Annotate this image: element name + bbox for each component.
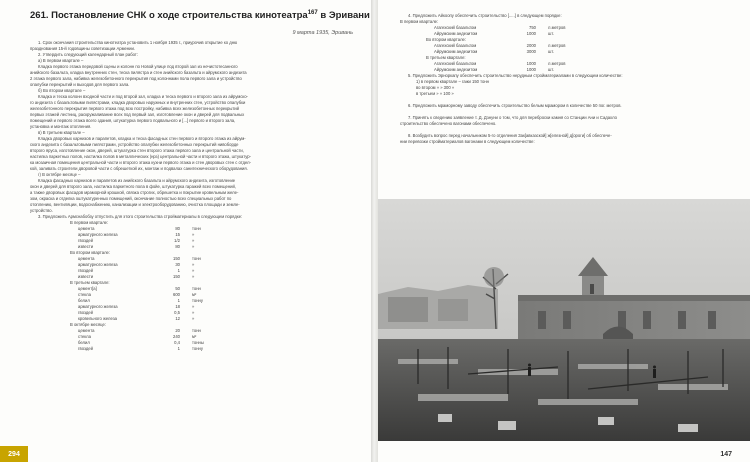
body-line: во втором » » 300 » bbox=[416, 85, 455, 90]
body-line: а также дворовых фасадов мраморной крошкой, связка строгих, обрешетка и покрытие кровельным желе- bbox=[30, 190, 239, 195]
body-line: помещений и первого этажа всего здания, штукатурка первого подвального и [...] первого и второго зала, bbox=[30, 118, 236, 123]
material-quantity: 1/2 bbox=[174, 238, 180, 243]
right-page bbox=[378, 0, 750, 462]
material-name: В октябре месяце: bbox=[70, 322, 106, 327]
material-name: Агагехский базальтом bbox=[434, 25, 477, 30]
page-number-left: 294 bbox=[0, 446, 28, 462]
material-unit: » bbox=[192, 274, 195, 279]
material-quantity: 1000 bbox=[526, 31, 536, 36]
material-unit: л.метров bbox=[548, 25, 566, 30]
body-line: отоплению, вентиляции, водоснабжению, канализации и электрооборудованию, очистка площади и земле- bbox=[30, 202, 240, 207]
material-unit: тонн bbox=[192, 328, 201, 333]
material-quantity: 12 bbox=[175, 316, 180, 321]
body-line: нии перевозки стройматериалов вагонами в следующем количестве: bbox=[400, 139, 535, 144]
body-line: 2. Утвердить следующий календарный план работ: bbox=[38, 52, 138, 57]
body-line: б) Во втором квартале – bbox=[38, 88, 86, 93]
materials-table-right bbox=[426, 25, 578, 73]
body-line: 3. Предложить Армснабобзу отпустить для этого строительства стройматериалы в следующем порядке: bbox=[38, 214, 243, 219]
material-name: гвоздей bbox=[78, 310, 93, 315]
material-quantity: 50 bbox=[175, 286, 180, 291]
material-unit: » bbox=[192, 262, 195, 267]
material-name: Агагехский базальтом bbox=[434, 43, 477, 48]
body-line: В первом квартале: bbox=[400, 19, 439, 24]
material-name: Айрумским андезитом bbox=[434, 31, 478, 36]
material-quantity: 600 bbox=[173, 292, 180, 297]
material-name: стекла bbox=[78, 292, 91, 297]
material-quantity: 1 bbox=[177, 346, 180, 351]
body-line: 5. Предложить Эрноркапу обеспечить строительство нерудным стройматериалами в следующем количестве: bbox=[408, 73, 623, 78]
body-line: опалубки перекрытий и выходов для первого зала. bbox=[30, 82, 130, 87]
material-name: цемента bbox=[78, 328, 95, 333]
material-unit: шт. bbox=[548, 67, 554, 72]
right-top-text bbox=[400, 13, 730, 25]
body-line: ского андезита с базальтовыми пилястрами, устройство опалубки железобетонных перекрытий нивоборде bbox=[30, 142, 239, 147]
material-quantity: 1000 bbox=[526, 67, 536, 72]
material-name: гвоздей bbox=[78, 238, 93, 243]
material-quantity: 150 bbox=[173, 256, 180, 261]
left-body-text bbox=[30, 40, 352, 220]
material-unit: » bbox=[192, 238, 195, 243]
body-line: 1. Срок окончания строительства кинотеатра установить 1 ноября 1935 г., приурочив открытие ко дню bbox=[38, 40, 238, 45]
material-name: Агагехский базальтом bbox=[434, 61, 477, 66]
page-number-right: 147 bbox=[720, 451, 732, 458]
material-quantity: 20 bbox=[175, 328, 180, 333]
material-name: арматурного железа bbox=[78, 262, 118, 267]
body-line: первых этажей лестниц, раскружаливание всех под первый зал, изготовление окон и дверей для подвальных bbox=[30, 112, 245, 117]
material-quantity: 30 bbox=[175, 262, 180, 267]
material-unit: » bbox=[192, 304, 195, 309]
material-unit: » bbox=[192, 316, 195, 321]
body-line: 6. Предложить мраморному заводу обеспечить строительство белым мрамором в количестве 50 пог. метров. bbox=[408, 103, 622, 108]
material-name: белил bbox=[78, 340, 90, 345]
body-line: Кладка первого этажа передовой сцены и колонн по Новой улице под второй зал из нечистотесанного bbox=[38, 64, 238, 69]
material-quantity: 750 bbox=[529, 25, 536, 30]
material-name: гвоздей bbox=[78, 268, 93, 273]
material-name: В третьем квартале: bbox=[426, 55, 466, 60]
body-line: кой, заливать строители дворовой части с обрешеткой их, монтаж и подвалах санитехнического оборудования. bbox=[30, 166, 248, 171]
material-name: Во втором квартале: bbox=[426, 37, 467, 42]
body-line: 8. Возбудить вопрос перед начальником 5-го отделения Зак[авказской] ж[елезной] д[ороги] об обеспече- bbox=[408, 133, 612, 138]
body-line: 1) в первом квартале – гажи 150 тонн bbox=[416, 79, 489, 84]
material-name: белил bbox=[78, 298, 90, 303]
material-unit: л.метров bbox=[548, 43, 566, 48]
body-line: в) В третьем квартале – bbox=[38, 130, 85, 135]
body-line: строительство обеспечено вагонами обеспечено. bbox=[400, 121, 497, 126]
right-mid-text bbox=[400, 73, 730, 145]
body-line: окон и дверей для второго зала, настилка паркетного пола в фойе, штукатурка гаражей всех помещений, bbox=[30, 184, 236, 189]
material-name: арматурного железа bbox=[78, 304, 118, 309]
body-line: а) В первом квартале – bbox=[38, 58, 84, 63]
material-unit: шт. bbox=[548, 49, 554, 54]
material-quantity: 150 bbox=[173, 274, 180, 279]
left-page bbox=[0, 0, 371, 462]
material-unit: м² bbox=[192, 292, 197, 297]
body-line: в третьем » » 100 » bbox=[416, 91, 454, 96]
body-line: настилка паркетных полов, настилка полов в металлических (нрз) центральной части и второго этажа, штукатур- bbox=[30, 154, 251, 159]
material-quantity: 1000 bbox=[526, 61, 536, 66]
material-unit: » bbox=[192, 232, 195, 237]
table-row bbox=[70, 346, 222, 352]
material-name: кровельного железа bbox=[78, 316, 117, 321]
material-unit: тонн bbox=[192, 286, 201, 291]
body-line: 7. Принять к сведению заявление т. Д. Дзнуни о том, что для переброски камня со Станции Ани и Садахло bbox=[408, 115, 617, 120]
body-line: 4. Предложить Айкоопу обеспечить строительство [.....] в следующем порядке: bbox=[408, 13, 562, 18]
body-line: второго яруса, изготовление окон, дверей, штукатурка стен второго этажа первого зала и центральной части, bbox=[30, 148, 244, 153]
body-line: Кладка и теска колонн входной части и под второй зал, кладка и теска первого и второго зала из айрумско- bbox=[38, 94, 248, 99]
material-name: стекла bbox=[78, 334, 91, 339]
material-name: извести bbox=[78, 244, 94, 249]
body-line: зом, окраска и отделка оштукатуренных помещений, окончание полностью всех специальных работ по bbox=[30, 196, 232, 201]
body-line: г) В октябре месяце – bbox=[38, 172, 81, 177]
body-line: празднования 15-й годовщины советизации Армении. bbox=[30, 46, 135, 51]
material-name: цемента bbox=[78, 256, 95, 261]
material-quantity: 18 bbox=[175, 304, 180, 309]
material-name: Айрумским андезитом bbox=[434, 67, 478, 72]
body-line: 2 этажа первого зала, набивка железобетонного перекрытия под колоннами пола первого зала и устройство bbox=[30, 76, 242, 81]
material-name: В первом квартале: bbox=[70, 220, 109, 225]
material-name: гвоздей bbox=[78, 346, 93, 351]
body-line: Кладка дворовых карнизов и парапетов, кладка и теска фасадных стен первого и второго этажа из айрум- bbox=[38, 136, 246, 141]
materials-table-left bbox=[70, 220, 222, 352]
material-unit: » bbox=[192, 268, 195, 273]
material-quantity: 240 bbox=[173, 334, 180, 339]
body-line: го андезита с базальтовыми пилястрами, кладка дворовых наружных и внутренних стен, устройство опалубки bbox=[30, 100, 246, 105]
document-title: 261. Постановление СНК о ходе строительства кинотеатра$^{167}$ в Эривани bbox=[30, 10, 370, 22]
material-quantity: 2000 bbox=[526, 43, 536, 48]
material-unit: м² bbox=[192, 334, 197, 339]
material-quantity: 80 bbox=[175, 226, 180, 231]
body-line: установка и монтаж отопления. bbox=[30, 124, 92, 129]
material-quantity: 15 bbox=[175, 232, 180, 237]
material-name: извести bbox=[78, 274, 94, 279]
body-line: Кладка фасадных карнизов и парапетов из анийского базальта и айрумского андезита, изготовление bbox=[38, 178, 236, 183]
material-unit: тонну bbox=[192, 346, 203, 351]
material-unit: шт. bbox=[548, 31, 554, 36]
body-line: железобетонного перекрытия первого этажа под всю постройку, набивка всех железобетонных перекрытий bbox=[30, 106, 239, 111]
body-line: анийского базальта, кладка внутренних стен, теска пилястра и стен анийского базальта и айрумского андезита bbox=[30, 70, 247, 75]
material-unit: » bbox=[192, 244, 195, 249]
material-unit: » bbox=[192, 310, 195, 315]
material-name: Айрумским андезитом bbox=[434, 49, 478, 54]
material-quantity: 1 bbox=[177, 268, 180, 273]
material-name: цемента bbox=[78, 226, 95, 231]
material-name: Во втором квартале: bbox=[70, 250, 111, 255]
material-unit: тонну bbox=[192, 298, 203, 303]
material-name: арматурного железа bbox=[78, 232, 118, 237]
material-unit: тонны bbox=[192, 340, 204, 345]
material-unit: тонн bbox=[192, 226, 201, 231]
material-quantity: 1 bbox=[177, 298, 180, 303]
material-quantity: 0,4 bbox=[174, 340, 180, 345]
body-line: устройство. bbox=[30, 208, 53, 213]
material-unit: тонн bbox=[192, 256, 201, 261]
material-quantity: 80 bbox=[175, 244, 180, 249]
material-quantity: 0,5 bbox=[174, 310, 180, 315]
construction-photo bbox=[378, 199, 750, 441]
material-name: В третьем квартале: bbox=[70, 280, 110, 285]
material-name: цемент[а] bbox=[78, 286, 97, 291]
book-gutter bbox=[371, 0, 378, 462]
body-line: ка мозаичная помещения центральной части и второго этажа кухни первого этажа и стен дворовых стен с отдел- bbox=[30, 160, 252, 165]
document-date: 9 марта 1935, Эривань bbox=[292, 30, 353, 36]
material-unit: л.метров bbox=[548, 61, 566, 66]
material-quantity: 3000 bbox=[526, 49, 536, 54]
